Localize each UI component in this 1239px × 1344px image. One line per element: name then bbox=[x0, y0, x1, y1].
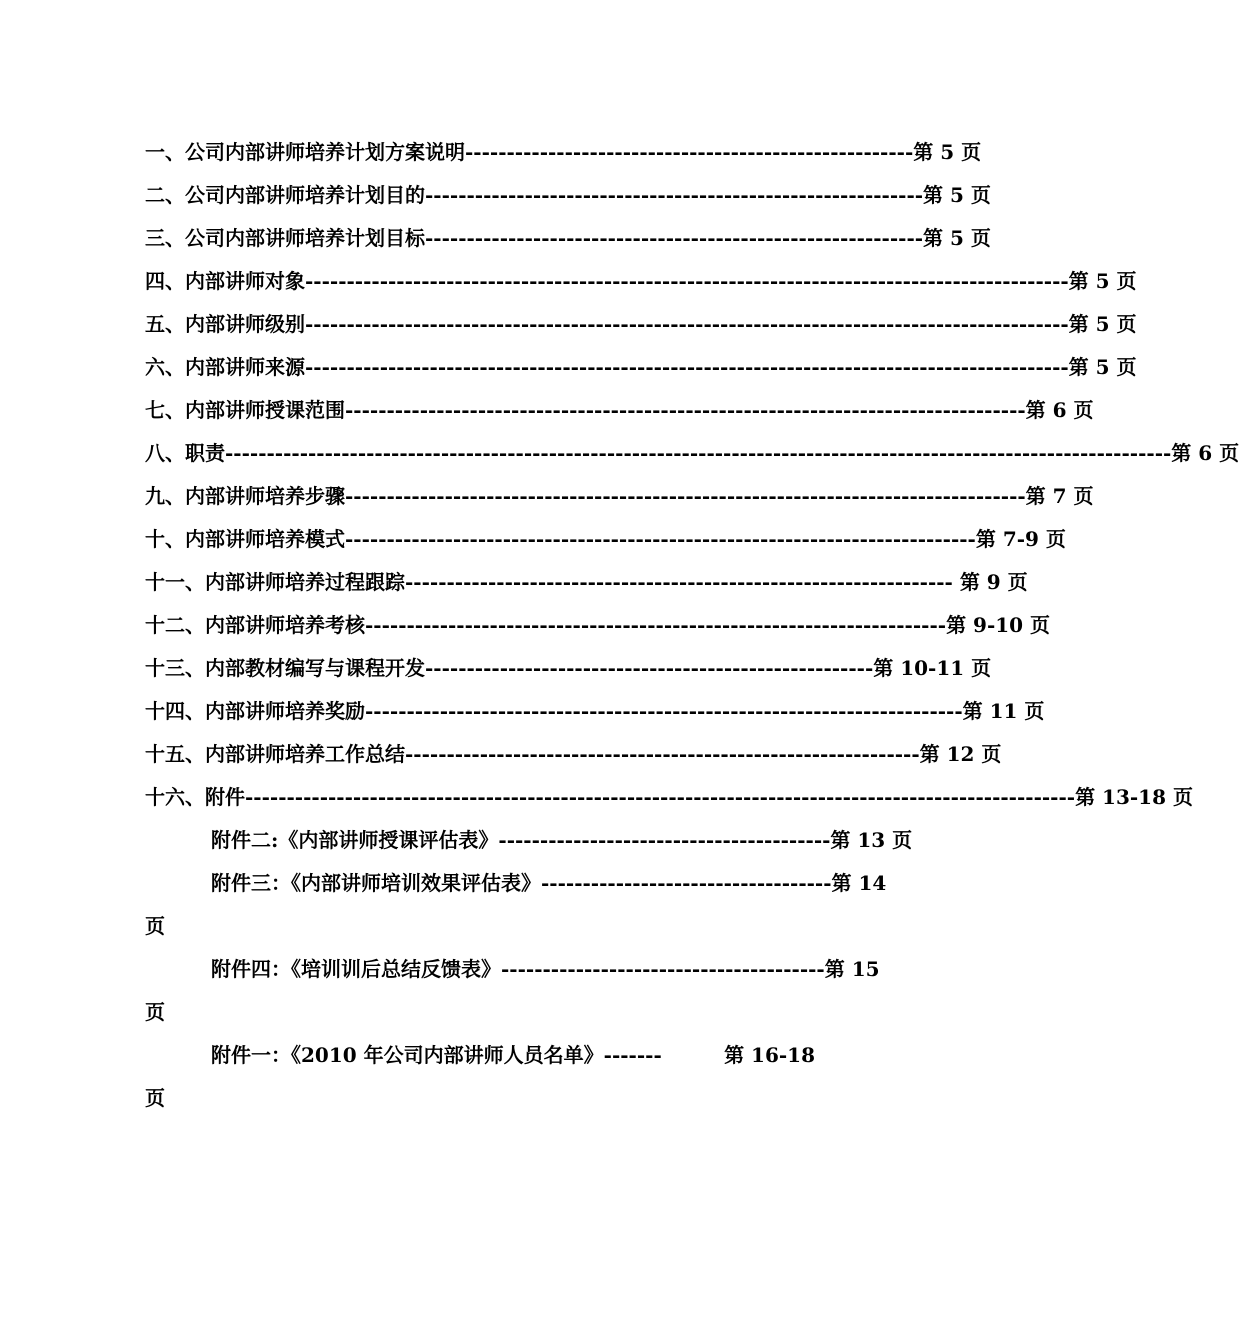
toc-page: 第 9 页 bbox=[952, 570, 1028, 594]
toc-title: 附件二:《内部讲师授课评估表》 bbox=[211, 828, 499, 852]
toc-entry-16[interactable] bbox=[145, 776, 1193, 819]
toc-entry-9[interactable] bbox=[145, 475, 1094, 518]
toc-title: 附件四：《培训训后总结反馈表》 bbox=[211, 957, 501, 981]
toc-page: 第 5 页 bbox=[913, 140, 982, 164]
toc-appendix-3[interactable] bbox=[145, 948, 880, 1034]
toc-entry-3[interactable] bbox=[145, 217, 991, 260]
toc-title: 附件一：《2010 年公司内部讲师人员名单》 bbox=[211, 1043, 604, 1067]
toc-page: 第 12 页 bbox=[919, 742, 1002, 766]
toc-number: 十四、 bbox=[145, 699, 205, 723]
toc-page: 第 5 页 bbox=[1068, 269, 1137, 293]
toc-title: 公司内部讲师培养计划方案说明 bbox=[185, 140, 465, 164]
toc-title: 内部讲师来源 bbox=[185, 355, 305, 379]
toc-title: 附件 bbox=[205, 785, 245, 809]
toc-number: 三、 bbox=[145, 226, 185, 250]
toc-leader: ---------------------------------------------------------------------------- bbox=[345, 527, 976, 551]
toc-entry-14[interactable] bbox=[145, 690, 1045, 733]
toc-entry-4[interactable] bbox=[145, 260, 1137, 303]
toc-page: 第 5 页 bbox=[923, 226, 991, 250]
toc-entry-13[interactable] bbox=[145, 647, 992, 690]
toc-page: 第 7 页 bbox=[1025, 484, 1094, 508]
toc-leader: ------------------------------------------------------------------------ bbox=[365, 699, 963, 723]
toc-number: 九、 bbox=[145, 484, 185, 508]
toc-page: 第 5 页 bbox=[923, 183, 991, 207]
toc-page: 第 9-10 页 bbox=[946, 613, 1051, 637]
toc-entry-5[interactable] bbox=[145, 303, 1137, 346]
toc-page: 第 11 页 bbox=[962, 699, 1045, 723]
toc-page: 第 10-11 页 bbox=[873, 656, 992, 680]
toc-page: 第 15 bbox=[824, 957, 880, 981]
toc-leader: ----------------------------------- bbox=[541, 871, 832, 895]
toc-number: 八、 bbox=[145, 441, 185, 465]
toc-leader: ------------------------------------------------------------------------------------------------------------------ bbox=[225, 441, 1172, 465]
toc-leader: --------------------------------------- bbox=[501, 957, 825, 981]
toc-page-suffix: 页 bbox=[145, 914, 165, 938]
toc-title: 内部讲师培养考核 bbox=[205, 613, 365, 637]
toc-entry-12[interactable] bbox=[145, 604, 1051, 647]
toc-leader: ---------------------------------------------------------------------------------------------------- bbox=[245, 785, 1076, 809]
toc-title: 内部讲师培养工作总结 bbox=[205, 742, 405, 766]
toc-number: 一、 bbox=[145, 140, 185, 164]
toc-entry-2[interactable] bbox=[145, 174, 991, 217]
toc-title: 内部讲师授课范围 bbox=[185, 398, 345, 422]
toc-title: 职责 bbox=[185, 441, 225, 465]
toc-number: 十六、 bbox=[145, 785, 205, 809]
toc-number: 十五、 bbox=[145, 742, 205, 766]
toc-title: 内部教材编写与课程开发 bbox=[205, 656, 425, 680]
toc-page: 第 6 页 bbox=[1025, 398, 1094, 422]
toc-leader: ------------------------------------------------------------ bbox=[425, 226, 924, 250]
toc-page-suffix: 页 bbox=[145, 1086, 165, 1110]
toc-page: 第 16-18 bbox=[724, 1043, 815, 1067]
table-of-contents bbox=[145, 131, 1239, 1120]
toc-leader: -------------------------------------------------------------- bbox=[405, 742, 920, 766]
toc-leader: ------- bbox=[603, 1043, 662, 1067]
toc-number: 四、 bbox=[145, 269, 185, 293]
toc-page: 第 6 页 bbox=[1171, 441, 1239, 465]
toc-leader: ---------------------------------------------------------------------- bbox=[365, 613, 947, 637]
toc-leader: ---------------------------------------------------------------------------------- bbox=[345, 398, 1026, 422]
toc-appendix-4[interactable] bbox=[145, 1034, 815, 1120]
toc-page: 第 13-18 页 bbox=[1075, 785, 1193, 809]
toc-page: 第 13 页 bbox=[830, 828, 913, 852]
toc-entry-10[interactable] bbox=[145, 518, 1066, 561]
toc-title: 内部讲师培养过程跟踪 bbox=[205, 570, 405, 594]
toc-title: 公司内部讲师培养计划目的 bbox=[185, 183, 425, 207]
toc-number: 十一、 bbox=[145, 570, 205, 594]
toc-number: 二、 bbox=[145, 183, 185, 207]
toc-number: 十二、 bbox=[145, 613, 205, 637]
toc-title: 内部讲师级别 bbox=[185, 312, 305, 336]
toc-leader: ------------------------------------------------------ bbox=[425, 656, 874, 680]
toc-page-suffix: 页 bbox=[145, 1000, 165, 1024]
toc-page: 第 14 bbox=[831, 871, 887, 895]
toc-title: 内部讲师对象 bbox=[185, 269, 305, 293]
toc-leader: -------------------------------------------------------------------------------------------- bbox=[305, 312, 1069, 336]
toc-page: 第 5 页 bbox=[1068, 312, 1137, 336]
toc-leader: -------------------------------------------------------------------------------------------- bbox=[305, 355, 1069, 379]
toc-title: 公司内部讲师培养计划目标 bbox=[185, 226, 425, 250]
toc-leader: ------------------------------------------------------------ bbox=[425, 183, 924, 207]
toc-number: 五、 bbox=[145, 312, 185, 336]
toc-number: 七、 bbox=[145, 398, 185, 422]
toc-leader: ------------------------------------------------------------------ bbox=[405, 570, 953, 594]
toc-title: 内部讲师培养步骤 bbox=[185, 484, 345, 508]
toc-entry-11[interactable] bbox=[145, 561, 1028, 604]
toc-leader: ---------------------------------------------------------------------------------- bbox=[345, 484, 1026, 508]
toc-number: 六、 bbox=[145, 355, 185, 379]
toc-leader: ------------------------------------------------------ bbox=[465, 140, 914, 164]
toc-leader: -------------------------------------------------------------------------------------------- bbox=[305, 269, 1069, 293]
toc-entry-15[interactable] bbox=[145, 733, 1002, 776]
toc-number: 十三、 bbox=[145, 656, 205, 680]
toc-entry-6[interactable] bbox=[145, 346, 1137, 389]
toc-title: 内部讲师培养模式 bbox=[185, 527, 345, 551]
toc-page: 第 5 页 bbox=[1068, 355, 1137, 379]
toc-page: 第 7-9 页 bbox=[975, 527, 1066, 551]
toc-number: 十、 bbox=[145, 527, 185, 551]
toc-title: 附件三：《内部讲师培训效果评估表》 bbox=[211, 871, 541, 895]
toc-entry-8[interactable] bbox=[145, 432, 1239, 475]
toc-leader: ---------------------------------------- bbox=[498, 828, 831, 852]
toc-appendix-2[interactable] bbox=[145, 862, 887, 948]
toc-title: 内部讲师培养奖励 bbox=[205, 699, 365, 723]
toc-appendix-1[interactable] bbox=[145, 819, 913, 862]
toc-entry-1[interactable] bbox=[145, 131, 982, 174]
toc-entry-7[interactable] bbox=[145, 389, 1094, 432]
